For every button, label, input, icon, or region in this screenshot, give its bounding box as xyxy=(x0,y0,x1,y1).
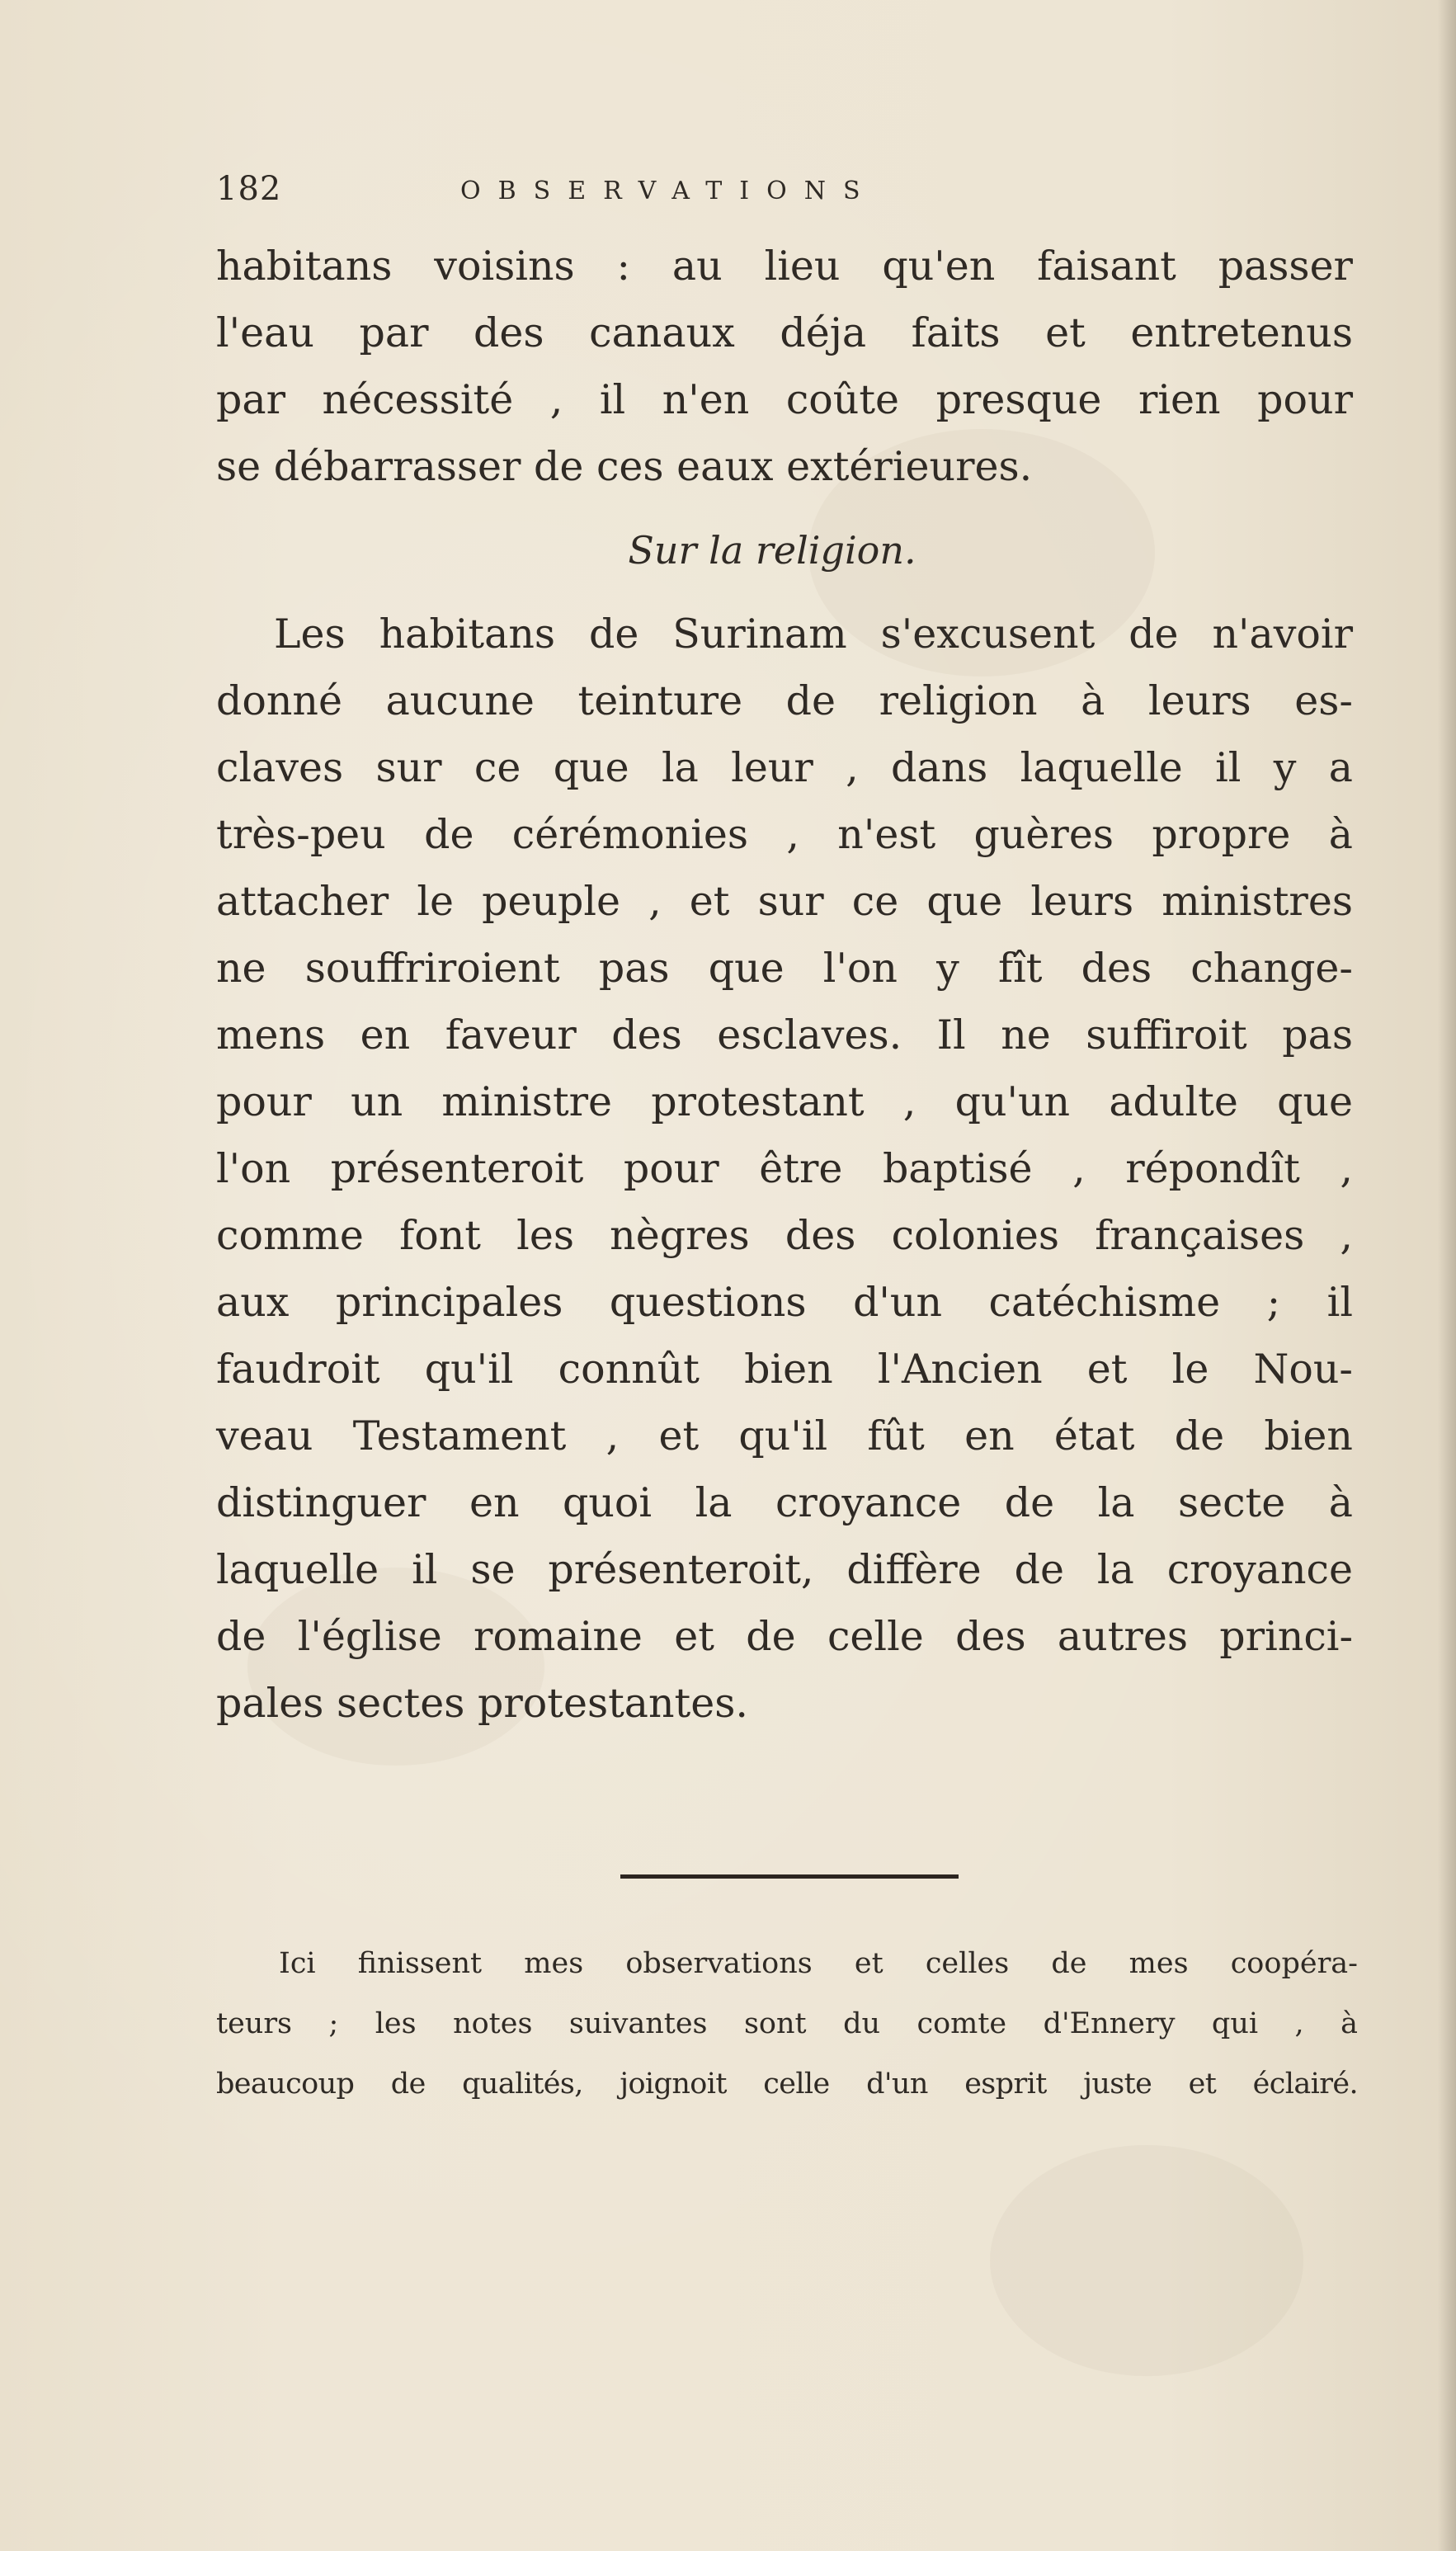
footnote-line: teurs ; les notes suivantes sont du comte d'Ennery qui , à xyxy=(216,2007,1358,2040)
text-line: mens en faveur des esclaves. Il ne suffiroit pas xyxy=(216,1011,1353,1059)
text-line: par nécessité , il n'en coûte presque rien pour xyxy=(216,376,1353,423)
footnote-line: beaucoup de qualités, joignoit celle d'un esprit juste et éclairé. xyxy=(216,2068,1358,2101)
main-text xyxy=(216,233,1353,1737)
text-line: pales sectes protestantes. xyxy=(216,1680,748,1727)
text-line: pour un ministre protestant , qu'un adulte que xyxy=(216,1078,1353,1125)
text-line: habitans voisins : au lieu qu'en faisant passer xyxy=(216,243,1353,290)
paper-stain xyxy=(990,2145,1303,2376)
separator-rule xyxy=(620,1874,959,1879)
section-heading: Sur la religion. xyxy=(628,528,916,573)
text-line: très-peu de cérémonies , n'est guères propre à xyxy=(216,811,1353,858)
page-header xyxy=(216,170,1124,219)
text-line: de l'église romaine et de celle des autres princi- xyxy=(216,1613,1353,1660)
text-line: claves sur ce que la leur , dans laquelle il y a xyxy=(216,744,1353,791)
running-head: OBSERVATIONS xyxy=(460,177,878,205)
text-line: Les habitans de Surinam s'excusent de n'avoir xyxy=(274,611,1353,658)
text-line: comme font les nègres des colonies françaises , xyxy=(216,1212,1353,1259)
text-line: distinguer en quoi la croyance de la secte à xyxy=(216,1479,1353,1526)
text-line: l'eau par des canaux déja faits et entretenus xyxy=(216,309,1353,356)
footnote-line: Ici finissent mes observations et celles de mes coopéra- xyxy=(279,1947,1358,1980)
page-edge-shadow xyxy=(1438,0,1456,2551)
text-line: aux principales questions d'un catéchisme ; il xyxy=(216,1279,1353,1326)
text-line: donné aucune teinture de religion à leurs es- xyxy=(216,677,1353,724)
text-line: ne souffriroient pas que l'on y fît des change- xyxy=(216,945,1353,992)
text-line: attacher le peuple , et sur ce que leurs ministres xyxy=(216,878,1353,925)
text-line: veau Testament , et qu'il fût en état de bien xyxy=(216,1412,1353,1459)
text-line: faudroit qu'il connût bien l'Ancien et le Nou- xyxy=(216,1346,1353,1393)
page-number: 182 xyxy=(216,170,282,208)
footnote xyxy=(216,1934,1358,2115)
text-line: se débarrasser de ces eaux extérieures. xyxy=(216,443,1033,490)
text-line: laquelle il se présenteroit, diffère de la croyance xyxy=(216,1546,1353,1593)
text-line: l'on présenteroit pour être baptisé , répondît , xyxy=(216,1145,1353,1192)
